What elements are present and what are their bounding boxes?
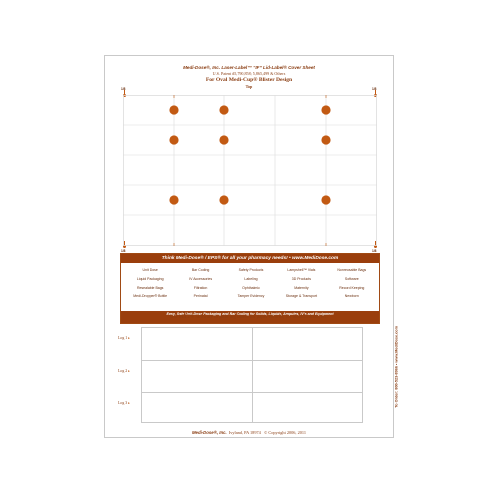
log-label-text: Log 1 [118, 336, 128, 340]
blister-dot [321, 195, 330, 204]
product-item: Maternity [294, 285, 309, 290]
promo-tagline: Easy, Safe Unit-Dose Packaging and Bar Coding for Solids, Liquids, Ampules, IV's and Equipment [121, 311, 379, 323]
blister-dot [219, 135, 228, 144]
promo-banner [120, 253, 380, 324]
blister-dot [321, 105, 330, 114]
log-label-text: Log 3 [118, 401, 128, 405]
product-item: Record Keeping [339, 285, 365, 290]
product-item: Nonreusable Bags [337, 268, 367, 272]
patent-line: U.S. Patent #5,790,858; 5,865,499 & Others [212, 71, 286, 76]
product-item: Ophthalmic [242, 285, 260, 290]
sheet-title: Medi-Dose®, Inc. Laser-Label™ “IF” Lid-Label® Cover Sheet [183, 65, 315, 70]
product-item: Resealable Bags [136, 285, 164, 290]
blister-grid [123, 95, 377, 246]
cover-sheet [104, 55, 399, 438]
blister-dot [219, 195, 228, 204]
product-item: Software [344, 276, 359, 281]
corner-label-top-left: 1/8 [121, 87, 126, 91]
design-title: For Oval Medi-Cup® Blister Design [205, 77, 293, 83]
log-label-2 [118, 369, 130, 373]
product-item: Bar Coding [191, 268, 210, 272]
product-item: IV Accessories [189, 276, 213, 281]
blister-dot [169, 195, 178, 204]
blister-dot [321, 135, 330, 144]
promo-headline: Think Medi-Dose® / EPS® for all your pharmacy needs! • www.MediDose.com [121, 254, 379, 263]
log-label-3 [118, 401, 130, 405]
product-item: Liquid Packaging [136, 276, 164, 281]
footer-brand: Medi-Dose®, Inc. [191, 430, 227, 435]
product-item: Filtration [193, 285, 208, 290]
blister-dot [219, 105, 228, 114]
blister-dot [169, 135, 178, 144]
product-item: Storage & Transport [285, 294, 318, 299]
blister-grid-svg [123, 95, 377, 246]
product-item: Unit Dose [142, 268, 158, 272]
product-item: Medi-Dropper® Bottle [133, 294, 168, 299]
product-item: 3D Products [291, 276, 312, 281]
log-label-text: Log 2 [118, 369, 128, 373]
corner-label-bottom-left: 1/8 [121, 249, 126, 253]
product-item: Newborn [344, 294, 359, 299]
product-item: Labeling [244, 276, 258, 281]
product-item: Lampshell™ Vials [287, 268, 316, 272]
arrow-right-icon: ▸ [128, 336, 130, 340]
log-label-grid [141, 327, 363, 423]
sheet-footer [105, 430, 393, 435]
corner-label-top-right: 1/8 [372, 87, 377, 91]
product-item: Safety Products [238, 268, 264, 272]
footer-copyright: © Copyright 2006, 2011 [264, 430, 307, 435]
log-label-1 [118, 336, 130, 340]
arrow-right-icon: ▸ [128, 401, 130, 405]
product-item: Perinatal [193, 294, 208, 299]
top-label: Top [245, 84, 253, 89]
product-item: Tamper Evidency [237, 294, 265, 299]
corner-label-bottom-right: 1/8 [372, 249, 377, 253]
blister-dot [169, 105, 178, 114]
product-list [125, 266, 377, 310]
arrow-right-icon: ▸ [128, 369, 130, 373]
log-column-divider [252, 328, 253, 422]
mil-software-note: Use MILT® Software to print log labels for paper records, for identification, etc. [170, 315, 328, 320]
footer-address: Ivyland, PA 18974 [228, 430, 261, 435]
order-info-vertical: To Order: 800-523-8966 • www.MediDose.com [395, 326, 399, 408]
